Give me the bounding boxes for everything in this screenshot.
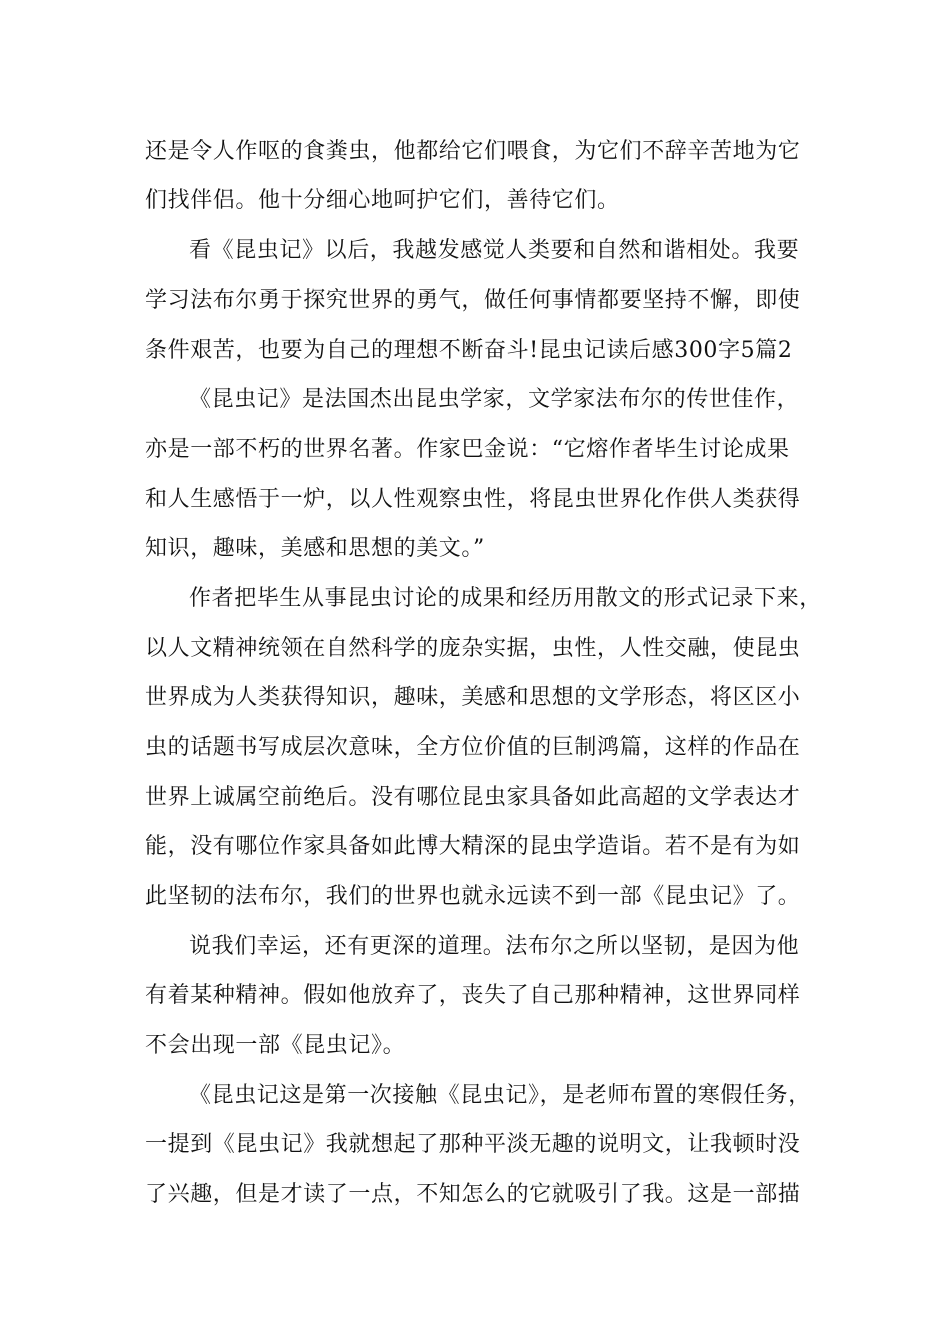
text-line: 看《昆虫记》以后，我越发感觉人类要和自然和谐相处。我要 bbox=[189, 238, 800, 263]
text-line: 作者把毕生从事昆虫讨论的成果和经历用散文的形式记录下来， bbox=[189, 586, 822, 611]
text-line: 说我们幸运，还有更深的道理。法布尔之所以坚韧，是因为他 bbox=[189, 934, 800, 959]
text-line: 知识，趣味，美感和思想的美文。” bbox=[145, 536, 485, 561]
text-line: 虫的话题书写成层次意味，全方位价值的巨制鸿篇，这样的作品在 bbox=[145, 735, 801, 760]
text-line: 有着某种精神。假如他放弃了，丧失了自己那种精神，这世界同样 bbox=[145, 983, 801, 1008]
text-line: 和人生感悟于一炉，以人性观察虫性，将昆虫世界化作供人类获得 bbox=[145, 487, 801, 512]
text-line: 一提到《昆虫记》我就想起了那种平淡无趣的说明文，让我顿时没 bbox=[145, 1132, 801, 1157]
text-line: 《昆虫记这是第一次接触《昆虫记》，是老师布置的寒假任务， bbox=[189, 1083, 811, 1108]
text-line: 世界成为人类获得知识，趣味，美感和思想的文学形态，将区区小 bbox=[145, 685, 801, 710]
text-line: 了兴趣，但是才读了一点，不知怎么的它就吸引了我。这是一部描 bbox=[145, 1182, 801, 1207]
text-line: 世界上诚属空前绝后。没有哪位昆虫家具备如此高超的文学表达才 bbox=[145, 785, 801, 810]
text-line: 能，没有哪位作家具备如此博大精深的昆虫学造诣。若不是有为如 bbox=[145, 834, 801, 859]
text-line: 以人文精神统领在自然科学的庞杂实据，虫性，人性交融，使昆虫 bbox=[145, 636, 801, 661]
text-line: 不会出现一部《昆虫记》。 bbox=[145, 1033, 406, 1058]
text-line: 学习法布尔勇于探究世界的勇气，做任何事情都要坚持不懈，即使 bbox=[145, 288, 801, 313]
text-line: 还是令人作呕的食粪虫，他都给它们喂食，为它们不辞辛苦地为它 bbox=[145, 139, 801, 164]
text-line: 条件艰苦，也要为自己的理想不断奋斗!昆虫记读后感300字5篇2 bbox=[145, 338, 793, 363]
text-line: 此坚韧的法布尔，我们的世界也就永远读不到一部《昆虫记》了。 bbox=[145, 884, 801, 909]
text-line: 亦是一部不朽的世界名著。作家巴金说：“它熔作者毕生讨论成果 bbox=[145, 437, 790, 462]
text-line: 们找伴侣。他十分细心地呵护它们，善待它们。 bbox=[145, 188, 620, 213]
text-line: 《昆虫记》是法国杰出昆虫学家，文学家法布尔的传世佳作， bbox=[189, 387, 800, 412]
